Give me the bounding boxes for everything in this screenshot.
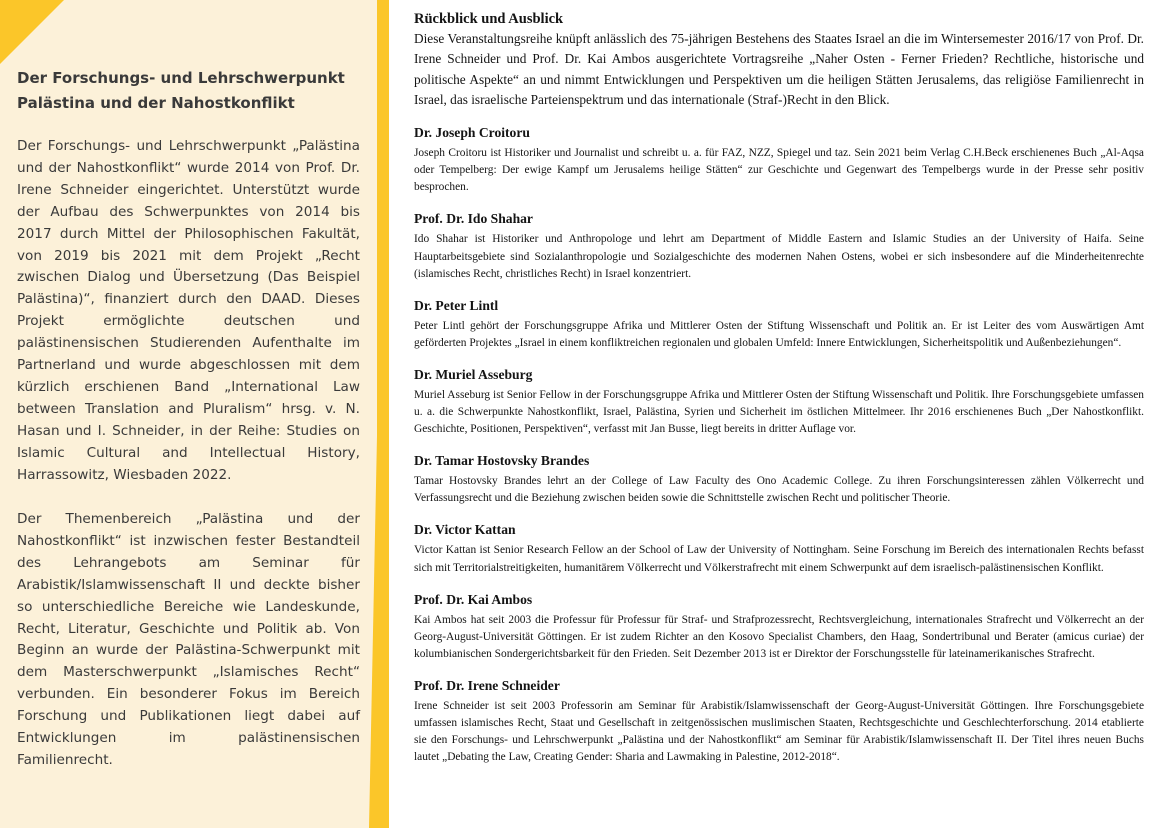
bio-name: Dr. Muriel Asseburg: [414, 366, 533, 382]
left-panel: [0, 0, 377, 828]
bio-name: Prof. Dr. Irene Schneider: [414, 677, 560, 693]
corner-decoration-top-left: [0, 0, 64, 64]
bio-tamar-hostovsky-brandes: [414, 452, 1144, 507]
bio-text: Ido Shahar ist Historiker und Anthropologe und lehrt am Department of Middle Eastern and Islamic Studies an der University of Haifa. Seine Hauptarbeitsgebiete sind Sozialanthropologie und Sozialgeschichte des modernen Nahen Ostens, wobei er sich insbesondere auf die Minderheitenrechte (islamisches Recht, christliches Recht) in Israel konzentriert.: [414, 233, 1144, 280]
section-heading: Der Forschungs- und Lehrschwerpunkt Palästina und der Nahostkonflikt: [17, 69, 345, 112]
bio-peter-lintl: [414, 297, 1144, 352]
bio-name: Dr. Peter Lintl: [414, 297, 499, 313]
bio-joseph-croitoru: [414, 124, 1144, 196]
bio-kai-ambos: [414, 591, 1144, 663]
intro-title: Rückblick und Ausblick: [414, 11, 564, 27]
bio-irene-schneider: [414, 677, 1144, 766]
paragraph-intro: Der Forschungs- und Lehrschwerpunkt „Palästina und der Nahostkonflikt“ wurde 2014 von Prof. Dr. Irene Schneider eingerichtet. Unterstützt wurde der Aufbau des Schwerpunktes von 2014 bis 2017 durch Mittel der Philosophischen Fakultät, von 2019 bis 2021 mit dem Projekt „Recht zwischen Dialog und Übersetzung (Das Beispiel Palästina)“, finanziert durch den DAAD. Dieses Projekt ermöglichte deutschen und palästinensischen Studierenden Aufenthalte im Partnerland und wurde abgeschlossen mit dem kürzlich erschienen Band „International Law between Translation and Pluralism“ hrsg. v. N. Hasan und I. Schneider, in der Reihe: Studies on Islamic Cultural and Intellectual History, Harrassowitz, Wiesbaden 2022.: [17, 138, 360, 483]
bio-name: Dr. Joseph Croitoru: [414, 125, 530, 141]
bio-name: Dr. Tamar Hostovsky Brandes: [414, 453, 590, 469]
paragraph-themes: Der Themenbereich „Palästina und der Nahostkonflikt“ ist inzwischen fester Bestandteil des Lehrangebots am Seminar für Arabistik/Islamwissenschaft II und deckte bisher so unterschiedliche Bereiche wie Landeskunde, Recht, Literatur, Geschichte und Politik ab. Von Beginn an wurde der Palästina-Schwerpunkt mit dem Masterschwerpunkt „Islamisches Recht“ verbunden. Ein besonderer Fokus im Bereich Forschung und Publikationen liegt dabei auf Entwicklungen im palästinensischen Familienrecht.: [17, 511, 360, 768]
bio-name: Prof. Dr. Ido Shahar: [414, 211, 533, 227]
column-divider: [377, 0, 389, 828]
bio-text: Peter Lintl gehört der Forschungsgruppe Afrika und Mittlerer Osten der Stiftung Wissenschaft und Politik an. Er ist Leiter des vom Auswärtigen Amt geförderten Projektes „Israel in einem konfliktreichen regionalen und globalen Umfeld: Innere Entwicklungen, Sicherheitspolitik und Außenbeziehungen“.: [414, 319, 1144, 349]
bio-victor-kattan: [414, 521, 1144, 576]
bio-text: Tamar Hostovsky Brandes lehrt an der College of Law Faculty des Ono Academic College. Zu ihren Forschungsinteressen zählen Völkerrecht und Verfassungsrecht und die Beziehung zwischen beiden sowie die Schnittstelle zwischen Recht und politischer Theorie.: [414, 475, 1144, 505]
bio-ido-shahar: [414, 210, 1144, 282]
bio-muriel-asseburg: [414, 366, 1144, 438]
corner-decoration-bottom-right: [369, 436, 377, 828]
bio-text: Kai Ambos hat seit 2003 die Professur für Professur für Straf- und Strafprozessrecht, Rechtsvergleichung, internationales Strafrecht und Völkerrecht an der Georg-August-Universität Göttingen. Er ist zudem Richter an den Kosovo Specialist Chambers, den Haag, Sondertribunal und Berater (amicus curiae) der kolumbianischen Sondergerichtsbarkeit für den Frieden. Seit Dezember 2013 ist er Direktor der Forschungsstelle für lateinamerikanisches Strafrecht.: [414, 613, 1144, 660]
bio-text: Joseph Croitoru ist Historiker und Journalist und schreibt u. a. für FAZ, NZZ, Spiegel und taz. Sein 2021 beim Verlag C.H.Beck erschienenes Buch „Al-Aqsa oder Tempelberg: Der ewige Kampf um Jerusalems heilige Stätten“ zur Geschichte und Gegenwart des Tempelbergs wurde in der Presse sehr positiv besprochen.: [414, 147, 1144, 194]
intro-text: Diese Veranstaltungsreihe knüpft anlässlich des 75-jährigen Bestehens des Staates Israel an die im Wintersemester 2016/17 von Prof. Dr. Irene Schneider und Prof. Dr. Kai Ambos ausgerichtete Vortragsreihe „Naher Osten - Ferner Frieden? Rechtliche, historische und politische Aspekte“ an und nimmt Entwicklungen und Perspektiven um die heiligen Stätten Jerusalems, das religiöse Familienrecht in Israel, das israelische Parteienspektrum und das internationale (Straf-)Recht in den Blick.: [414, 31, 1144, 107]
bio-text: Muriel Asseburg ist Senior Fellow in der Forschungsgruppe Afrika und Mittlerer Osten der Stiftung Wissenschaft und Politik. Ihre Forschungsgebiete umfassen u. a. die Schwerpunkte Nahostkonflikt, Israel, Palästina, Syrien und Sicherheit im östlichen Mittelmeer. Ihr 2016 erschienenes Buch „Der Nahostkonflikt. Geschichte, Positionen, Perspektiven“, verfasst mit Jan Busse, liegt bereits in dritter Auflage vor.: [414, 388, 1144, 436]
bio-name: Dr. Victor Kattan: [414, 522, 516, 538]
bio-name: Prof. Dr. Kai Ambos: [414, 591, 533, 607]
bio-text: Victor Kattan ist Senior Research Fellow an der School of Law der University of Nottingham. Seine Forschung im Bereich des internationalen Rechts befasst sich mit Territorialstreitigkeiten, humanitärem Völkerrecht und Völkerstrafrecht mit einem Schwerpunkt auf dem israelisch-palästinensischen Konflikt.: [414, 544, 1144, 574]
bio-text: Irene Schneider ist seit 2003 Professorin am Seminar für Arabistik/Islamwissenschaft der Georg-August-Universität Göttingen. Ihre Forschungsgebiete umfassen islamisches Recht, Staat und Gesellschaft in zeitgenössischen muslimischen Staaten, Rechtsgeschichte und Geschlechterforschung. 2014 etablierte sie den Forschungs- und Lehrschwerpunkt „Palästina und der Nahostkonflikt“ am Seminar für Arabistik/Islamwissenschaft II. Der Titel ihres neuen Buchs lautet „Debating the Law, Creating Gender: Sharia and Lawmaking in Palestine, 2012-2018“.: [414, 699, 1144, 764]
right-column: [414, 10, 1144, 766]
